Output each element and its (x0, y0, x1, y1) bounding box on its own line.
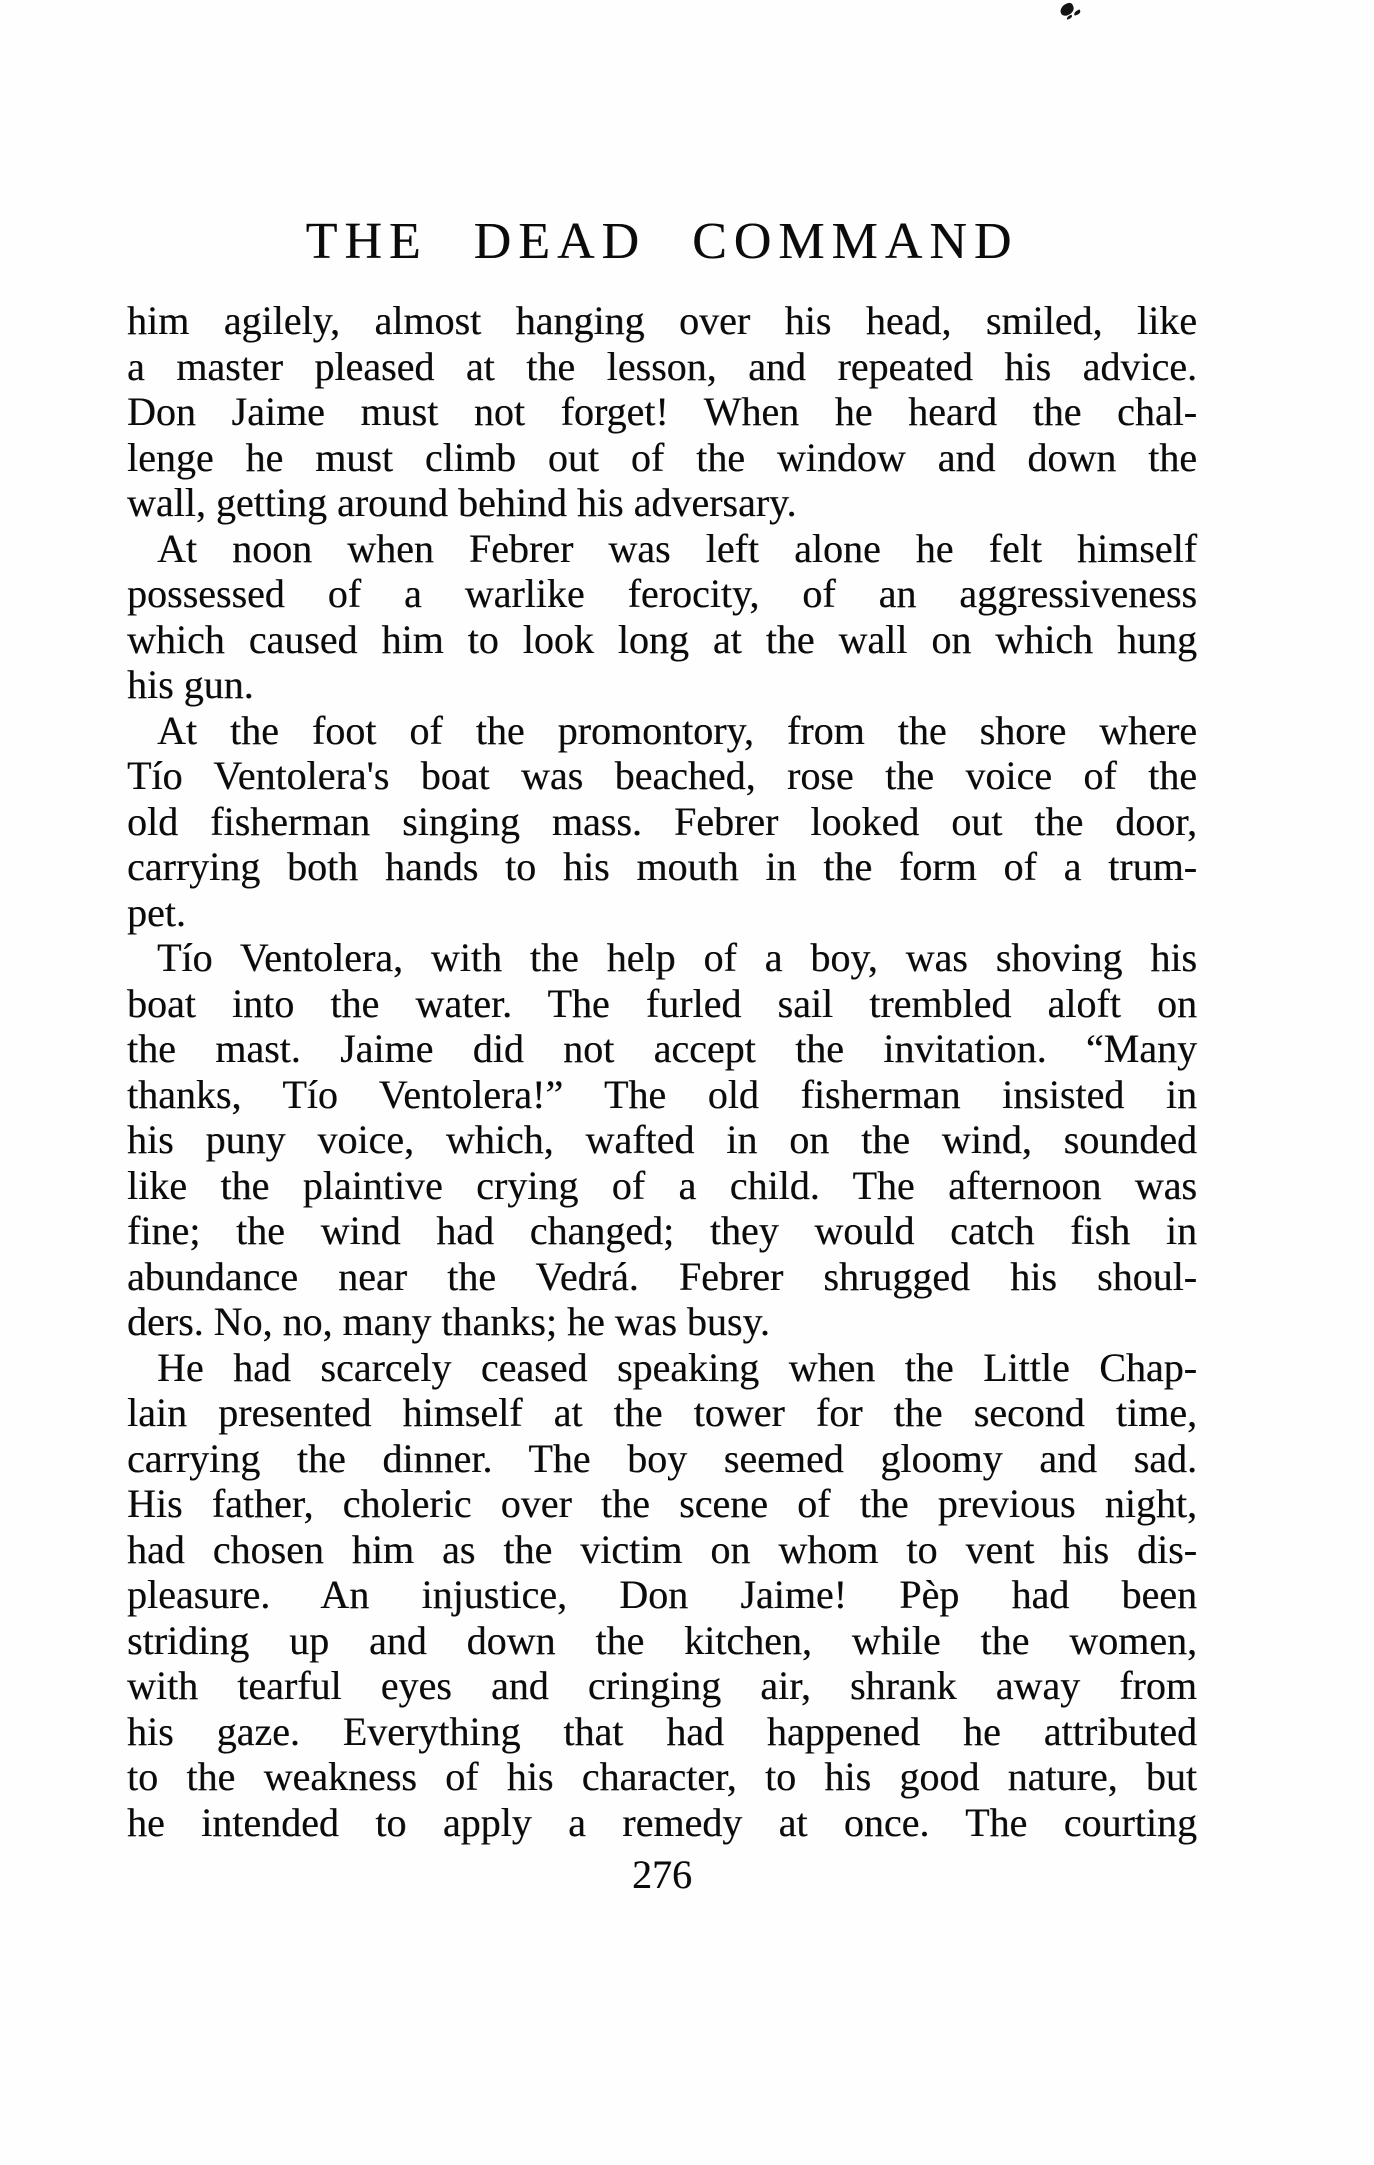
text-line: His father, choleric over the scene of the previous night, (127, 1481, 1197, 1526)
text-line: him agilely, almost hanging over his head, smiled, like (127, 298, 1197, 343)
text-line: his gun. (127, 662, 254, 707)
text-line: carrying both hands to his mouth in the form of a trum- (127, 844, 1197, 889)
text-line: lenge he must climb out of the window and down the (127, 434, 1197, 480)
text-line: his puny voice, which, wafted in on the wind, sounded (127, 1117, 1197, 1162)
text-line: abundance near the Vedrá. Febrer shrugged his shoul- (127, 1253, 1197, 1299)
text-line: pleasure. An injustice, Don Jaime! Pèp had been (127, 1572, 1197, 1617)
text-line: a master pleased at the lesson, and repeated his advice. (127, 343, 1197, 389)
text-line: he intended to apply a remedy at once. The courting (127, 1799, 1197, 1845)
page-title: THE DEAD COMMAND (305, 213, 1019, 270)
text-line: striding up and down the kitchen, while the women, (127, 1617, 1197, 1663)
paragraph (127, 298, 1197, 526)
paragraph (127, 526, 1197, 708)
text-line: Tío Ventolera, with the help of a boy, was shoving his (157, 935, 1197, 980)
page-number: 276 (632, 1852, 692, 1897)
text-line: lain presented himself at the tower for the second time, (127, 1390, 1197, 1435)
text-line: boat into the water. The furled sail trembled aloft on (127, 980, 1197, 1026)
text-line: with tearful eyes and cringing air, shrank away from (127, 1663, 1197, 1708)
paragraph (127, 708, 1197, 936)
text-line: ders. No, no, many thanks; he was busy. (127, 1299, 770, 1344)
text-line: had chosen him as the victim on whom to vent his dis- (127, 1526, 1197, 1572)
text-block (127, 298, 1197, 1845)
paragraph (127, 935, 1197, 1345)
text-line: Don Jaime must not forget! When he heard the chal- (127, 389, 1197, 434)
ink-speck (1058, 2, 1075, 18)
text-line: like the plaintive crying of a child. The afternoon was (127, 1162, 1197, 1208)
text-line: Tío Ventolera's boat was beached, rose the voice of the (127, 753, 1197, 798)
text-line: which caused him to look long at the wall on which hung (127, 616, 1197, 662)
text-line: At noon when Febrer was left alone he felt himself (157, 525, 1197, 571)
text-line: At the foot of the promontory, from the shore where (157, 707, 1197, 753)
text-line: possessed of a warlike ferocity, of an aggressiveness (127, 571, 1197, 616)
paragraph (127, 1345, 1197, 1846)
text-line: his gaze. Everything that had happened he attributed (127, 1708, 1197, 1754)
text-line: the mast. Jaime did not accept the invitation. “Many (127, 1026, 1197, 1071)
text-line: thanks, Tío Ventolera!” The old fisherman insisted in (127, 1071, 1197, 1117)
text-line: He had scarcely ceased speaking when the Little Chap- (157, 1344, 1197, 1390)
text-line: fine; the wind had changed; they would catch fish in (127, 1208, 1197, 1253)
text-column (127, 213, 1197, 1898)
text-line: pet. (127, 889, 186, 935)
text-line: to the weakness of his character, to his good nature, but (127, 1754, 1197, 1799)
text-line: carrying the dinner. The boy seemed gloomy and sad. (127, 1435, 1197, 1481)
text-line: wall, getting around behind his adversary. (127, 480, 797, 525)
text-line: old fisherman singing mass. Febrer looked out the door, (127, 798, 1197, 844)
